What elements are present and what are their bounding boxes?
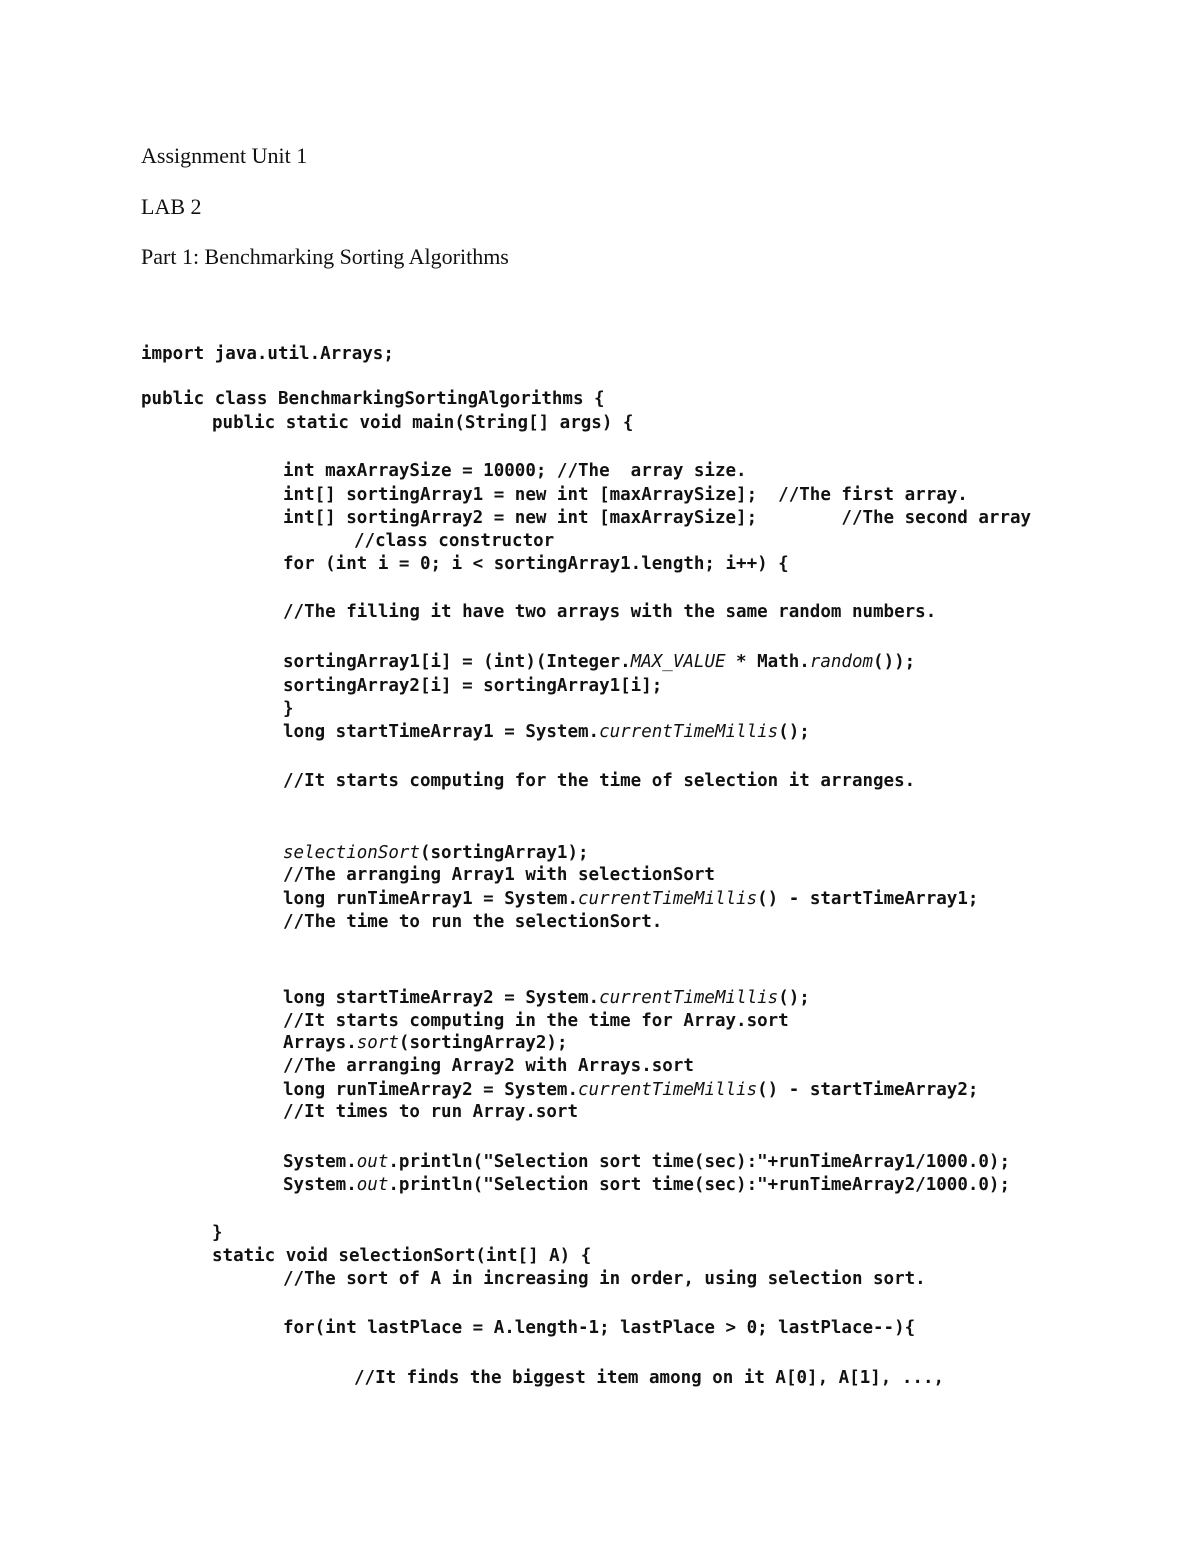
code-line: //The time to run the selectionSort. bbox=[283, 912, 663, 932]
code-line: //The sort of A in increasing in order, using selection sort. bbox=[283, 1269, 926, 1289]
code-line: int[] sortingArray2 = new int [maxArraySize]; //The second array bbox=[283, 508, 1032, 528]
code-line: import java.util.Arrays; bbox=[141, 344, 394, 364]
lab-label: LAB 2 bbox=[141, 194, 202, 219]
code-line: int maxArraySize = 10000; //The array size. bbox=[283, 461, 747, 481]
part-heading: Part 1: Benchmarking Sorting Algorithms bbox=[141, 244, 509, 269]
assignment-title: Assignment Unit 1 bbox=[141, 143, 308, 168]
code-line: } bbox=[283, 699, 294, 719]
code-line: sortingArray2[i] = sortingArray1[i]; bbox=[283, 676, 663, 696]
code-line: //The filling it have two arrays with the same random numbers. bbox=[283, 602, 937, 622]
code-line: long runTimeArray1 = System.currentTimeMillis() - startTimeArray1; bbox=[283, 889, 979, 909]
code-line: public class BenchmarkingSortingAlgorithms { bbox=[141, 389, 605, 409]
code-line: public static void main(String[] args) { bbox=[212, 413, 634, 433]
code-line: long runTimeArray2 = System.currentTimeMillis() - startTimeArray2; bbox=[283, 1080, 979, 1100]
code-line: Arrays.sort(sortingArray2); bbox=[283, 1033, 568, 1053]
code-line: long startTimeArray1 = System.currentTimeMillis(); bbox=[283, 722, 810, 742]
code-line: //It finds the biggest item among on it A[0], A[1], ..., bbox=[354, 1368, 945, 1388]
code-line: //It times to run Array.sort bbox=[283, 1102, 579, 1122]
code-line: int[] sortingArray1 = new int [maxArraySize]; //The first array. bbox=[283, 485, 968, 505]
code-line: } bbox=[212, 1223, 223, 1243]
code-line: //The arranging Array1 with selectionSort bbox=[283, 865, 715, 885]
code-line: //It starts computing in the time for Array.sort bbox=[283, 1011, 789, 1031]
code-line: sortingArray1[i] = (int)(Integer.MAX_VALUE * Math.random()); bbox=[283, 652, 916, 672]
code-line: static void selectionSort(int[] A) { bbox=[212, 1246, 592, 1266]
code-line: for(int lastPlace = A.length-1; lastPlace > 0; lastPlace--){ bbox=[283, 1318, 916, 1338]
code-line: System.out.println("Selection sort time(sec):"+runTimeArray2/1000.0); bbox=[283, 1175, 1010, 1195]
code-line: //The arranging Array2 with Arrays.sort bbox=[283, 1056, 694, 1076]
code-line: for (int i = 0; i < sortingArray1.length; i++) { bbox=[283, 554, 789, 574]
code-line: long startTimeArray2 = System.currentTimeMillis(); bbox=[283, 988, 810, 1008]
code-line: //class constructor bbox=[354, 531, 555, 551]
code-line: System.out.println("Selection sort time(sec):"+runTimeArray1/1000.0); bbox=[283, 1152, 1010, 1172]
code-line: selectionSort(sortingArray1); bbox=[283, 843, 589, 863]
code-line: //It starts computing for the time of selection it arranges. bbox=[283, 771, 916, 791]
